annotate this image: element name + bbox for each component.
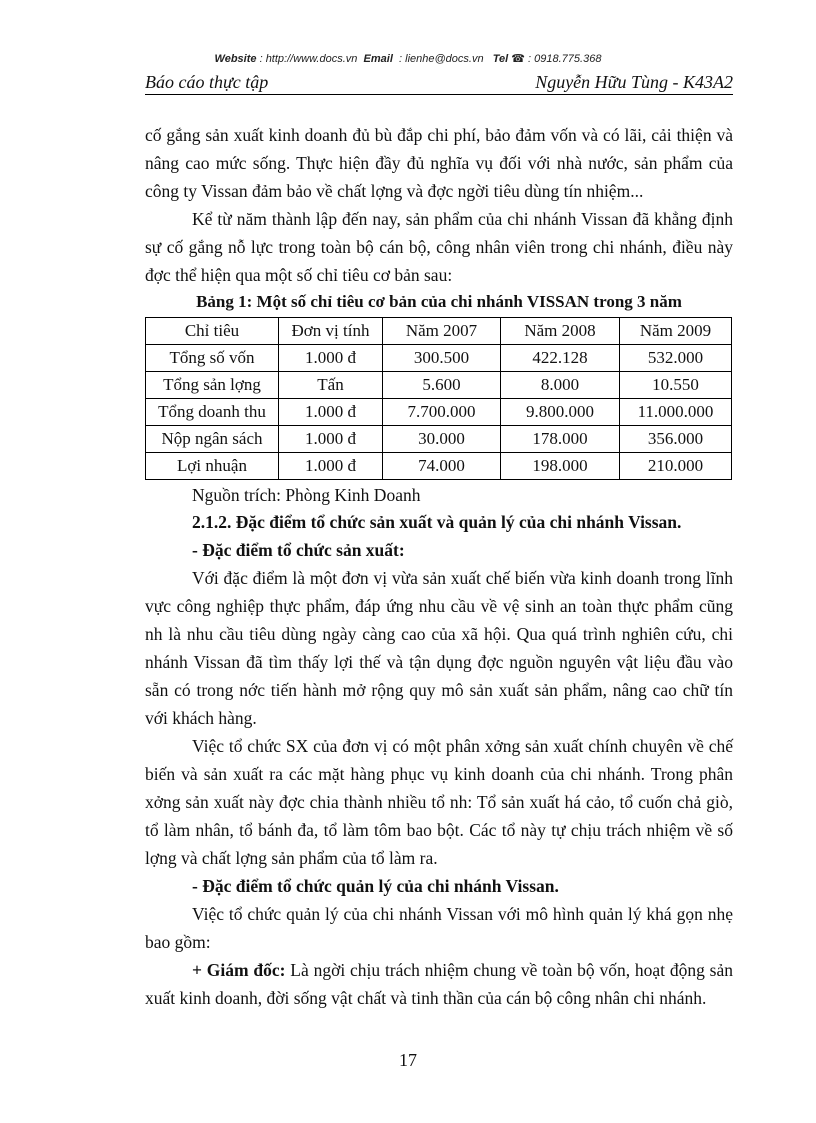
page-header: [145, 72, 733, 95]
table-cell: 356.000: [620, 426, 732, 453]
email-value: : lienhe@docs.vn: [399, 53, 484, 65]
table-cell: 178.000: [501, 426, 620, 453]
paragraph-3: Với đặc điểm là một đơn vị vừa sản xuất chế biến vừa kinh doanh trong lĩnh vực công nghiệp thực phẩm, đáp ứng nhu cầu về vệ sinh an toàn thực phẩm cũng nh là nhu cầu tiêu dùng ngày càng cao của xã hội. Qua quá trình nghiên cứu, chi nhánh Vissan đã tìm thấy lợi thế và tận dụng đợc nguồn nguyên vật liệu đầu vào sẵn có trong nớc tiến hành mở rộng quy mô sản xuất sản phẩm, nâng cao chữ tín với khách hàng.: [145, 568, 733, 728]
table-cell: Lợi nhuận: [146, 453, 279, 480]
table-row: [146, 372, 732, 399]
website-banner: [0, 52, 816, 65]
table-cell: 11.000.000: [620, 399, 732, 426]
table-cell: 300.500: [383, 345, 501, 372]
website-label: Website: [214, 53, 257, 65]
table-cell: 210.000: [620, 453, 732, 480]
table-cell: 1.000 đ: [279, 345, 383, 372]
page-body: [145, 121, 733, 1012]
table-cell: 1.000 đ: [279, 399, 383, 426]
table-source: Nguồn trích: Phòng Kinh Doanh: [192, 485, 421, 505]
table-cell: 5.600: [383, 372, 501, 399]
section-heading: 2.1.2. Đặc điểm tổ chức sản xuất và quản lý của chi nhánh Vissan.: [192, 512, 682, 532]
tel-label: Tel ☎: [492, 53, 525, 65]
indicator-table: [145, 317, 732, 480]
header-left: Báo cáo thực tập: [145, 72, 269, 92]
paragraph-1: cố gắng sản xuất kinh doanh đủ bù đắp chi phí, bảo đảm vốn và có lãi, cải thiện và nâng cao mức sống. Thực hiện đầy đủ nghĩa vụ đối với nhà nước, sản phẩm của công ty Vissan đảm bảo về chất lợng và đợc ngời tiêu dùng tín nhiệm...: [145, 125, 733, 201]
table-cell: Tấn: [279, 372, 383, 399]
table-caption: Bảng 1: Một số chỉ tiêu cơ bản của chi nhánh VISSAN trong 3 năm: [196, 292, 682, 311]
email-label: Email: [363, 53, 393, 65]
subsection-management: - Đặc điểm tổ chức quản lý của chi nhánh Vissan.: [192, 876, 559, 896]
table-header-cell: Đơn vị tính: [279, 318, 383, 345]
table-cell: 10.550: [620, 372, 732, 399]
table-cell: Tổng số vốn: [146, 345, 279, 372]
table-cell: 1.000 đ: [279, 453, 383, 480]
paragraph-5: Việc tổ chức quản lý của chi nhánh Vissan với mô hình quản lý khá gọn nhẹ bao gồm:: [145, 904, 733, 952]
subsection-production: - Đặc điểm tổ chức sản xuất:: [192, 540, 405, 560]
table-row: [146, 453, 732, 480]
table-header-cell: Năm 2009: [620, 318, 732, 345]
table-row: [146, 345, 732, 372]
director-text: Là ngời chịu trách nhiệm chung về toàn bộ vốn, hoạt động sản xuất kinh doanh, đời sống vật chất và tinh thần của cán bộ công nhân chi nhánh.: [145, 960, 733, 1008]
table-header-cell: Chỉ tiêu: [146, 318, 279, 345]
table-header-cell: Năm 2008: [501, 318, 620, 345]
paragraph-6: [145, 956, 733, 1012]
table-cell: 532.000: [620, 345, 732, 372]
paragraph-2: Kể từ năm thành lập đến nay, sản phẩm của chi nhánh Vissan đã khẳng định sự cố gắng nỗ lực trong toàn bộ cán bộ, công nhân viên trong chi nhánh, điều này đợc thể hiện qua một số chỉ tiêu cơ bản sau:: [145, 209, 733, 285]
table-cell: 7.700.000: [383, 399, 501, 426]
director-label: + Giám đốc:: [192, 960, 286, 980]
paragraph-4: Việc tổ chức SX của đơn vị có một phân xởng sản xuất chính chuyên về chế biến và sản xuất ra các mặt hàng phục vụ kinh doanh của chi nhánh. Trong phân xởng sản xuất này đợc chia thành nhiều tổ nh: Tổ sản xuất há cảo, tổ cuốn chả giò, tổ làm nhân, tổ bánh đa, tổ làm tôm bao bột. Các tổ này tự chịu trách nhiệm về số lợng và chất lợng sản phẩm của tổ làm ra.: [145, 736, 733, 868]
table-cell: 198.000: [501, 453, 620, 480]
table-cell: Nộp ngân sách: [146, 426, 279, 453]
table-header-cell: Năm 2007: [383, 318, 501, 345]
table-row: [146, 399, 732, 426]
table-cell: 30.000: [383, 426, 501, 453]
table-row: [146, 426, 732, 453]
page-number: 17: [399, 1050, 417, 1070]
table-cell: Tổng sản lợng: [146, 372, 279, 399]
website-value: : http://www.docs.vn: [259, 53, 358, 65]
table-cell: Tổng doanh thu: [146, 399, 279, 426]
table-cell: 9.800.000: [501, 399, 620, 426]
table-cell: 8.000: [501, 372, 620, 399]
table-cell: 422.128: [501, 345, 620, 372]
table-header-row: [146, 318, 732, 345]
tel-value: : 0918.775.368: [528, 53, 602, 65]
header-right: Nguyễn Hữu Tùng - K43A2: [535, 72, 733, 92]
table-cell: 74.000: [383, 453, 501, 480]
table-cell: 1.000 đ: [279, 426, 383, 453]
